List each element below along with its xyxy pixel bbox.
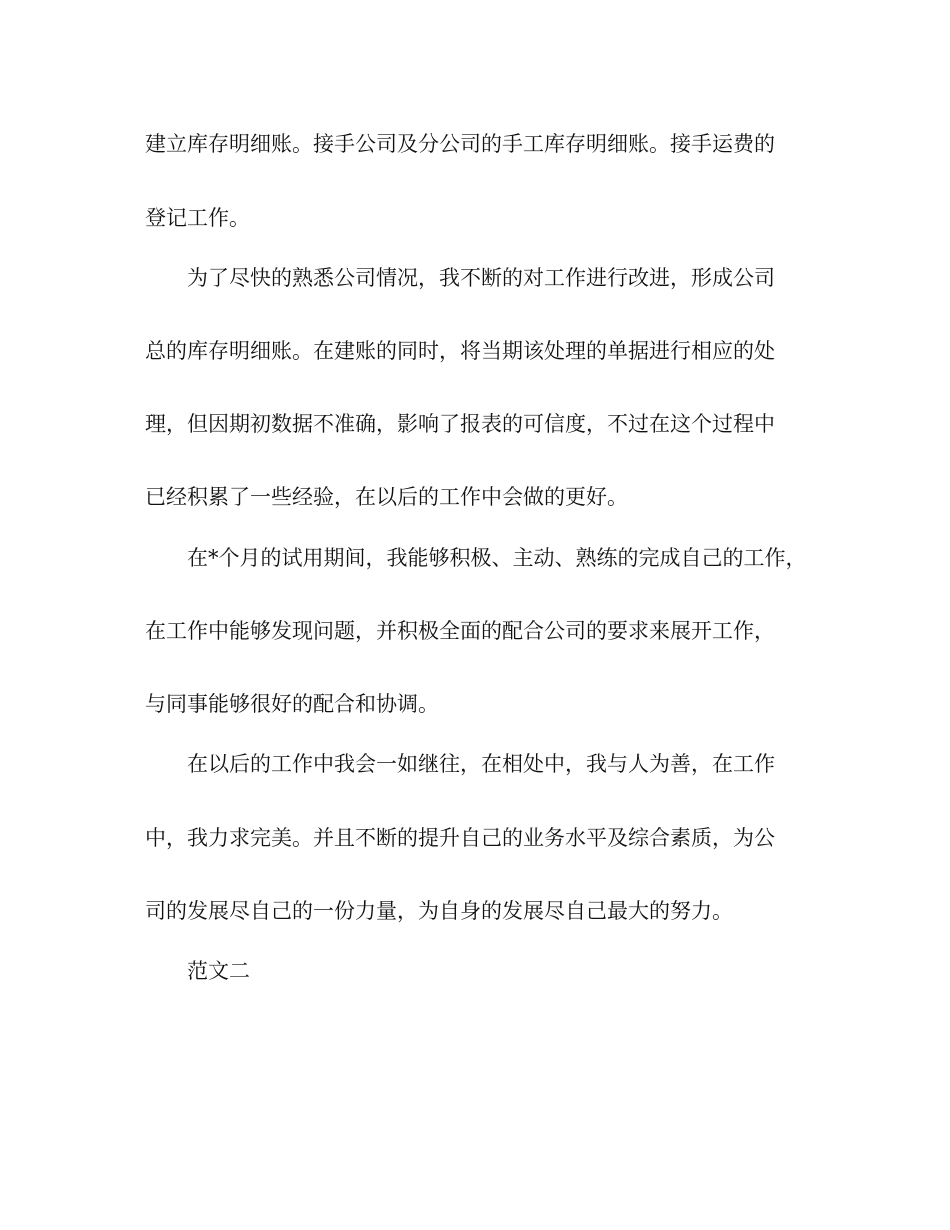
text-line: 建立库存明细账。接手公司及分公司的手工库存明细账。接手运费的 [145, 132, 775, 156]
text-line: 总的库存明细账。在建账的同时，将当期该处理的单据进行相应的处 [145, 339, 775, 363]
paragraph-start-line: 在以后的工作中我会一如继往，在相处中，我与人为善，在工作 [187, 752, 775, 776]
text-line: 已经积累了一些经验，在以后的工作中会做的更好。 [145, 485, 628, 509]
text-line: 理，但因期初数据不准确，影响了报表的可信度，不过在这个过程中 [145, 412, 775, 436]
section-heading: 范文二 [187, 959, 250, 983]
text-line: 登记工作。 [145, 206, 250, 230]
text-line: 司的发展尽自己的一份力量，为自身的发展尽自己最大的努力。 [145, 899, 733, 923]
text-line: 在工作中能够发现问题，并积极全面的配合公司的要求来展开工作， [145, 619, 775, 643]
paragraph-start-line: 为了尽快的熟悉公司情况，我不断的对工作进行改进，形成公司 [187, 266, 775, 290]
paragraph-start-line: 在*个月的试用期间，我能够积极、主动、熟练的完成自己的工作， [187, 546, 807, 570]
text-line: 与同事能够很好的配合和协调。 [145, 692, 439, 716]
text-line: 中，我力求完美。并且不断的提升自己的业务水平及综合素质，为公 [145, 826, 775, 850]
